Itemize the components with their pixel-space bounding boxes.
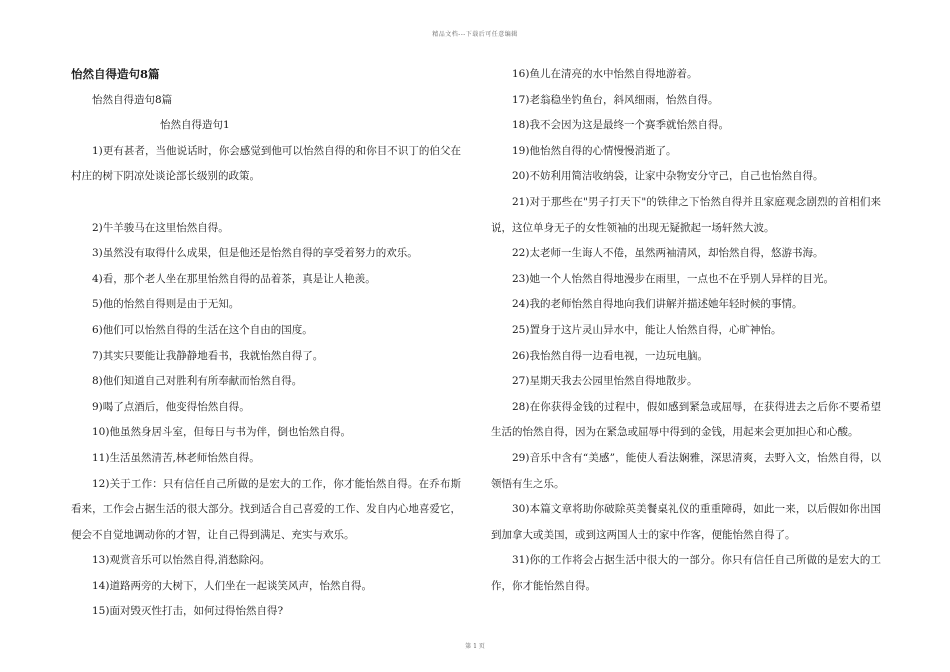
document-title: 怡然自得造句8篇 — [71, 67, 160, 81]
document-subtitle: 怡然自得造句8篇 — [92, 93, 173, 106]
list-item: 11)生活虽然清苦,林老师怡然自得。 — [92, 451, 260, 464]
list-item: 23)她一个人怡然自得地漫步在雨里，一点也不在乎别人异样的目光。 — [512, 272, 834, 285]
list-item: 12)关于工作：只有信任自己所做的是宏大的工作，你才能怡然自得。在乔布斯看来，工作会占据生活的很大部分。找到适合自己喜爱的工作、发自内心地喜爱它，便会不自觉地调动你的才智，让自己得到满足、充实与欢乐。 — [71, 477, 461, 541]
list-item: 13)观赏音乐可以怡然自得,消愁除闷。 — [92, 554, 271, 567]
list-item: 1)更有甚者，当他说话时，你会感觉到他可以怡然自得的和你目不识丁的伯父在村庄的树下阴凉处谈论部长级别的政策。 — [71, 144, 461, 183]
list-item: 15)面对毁灭性打击，如何过得怡然自得? — [92, 605, 284, 618]
list-item: 4)看，那个老人坐在那里怡然自得的品着茶，真是让人艳羡。 — [92, 272, 376, 285]
list-item: 22)太老师一生诲人不倦，虽然两袖清风，却怡然自得，悠游书海。 — [512, 247, 824, 260]
list-item: 21)对于那些在"男子打天下"的铁律之下怡然自得并且家庭观念剧烈的首相们来说，这位单身无子的女性领袖的出现无疑掀起一场轩然大波。 — [491, 195, 881, 234]
list-item: 3)虽然没有取得什么成果，但是他还是怡然自得的享受着努力的欢乐。 — [92, 247, 418, 260]
list-item: 27)星期天我去公园里怡然自得地散步。 — [512, 375, 698, 388]
list-item: 24)我的老师怡然自得地向我们讲解并描述她年轻时候的事情。 — [512, 298, 803, 311]
list-item: 17)老翁稳坐钓鱼台，斜风细雨，怡然自得。 — [512, 93, 719, 106]
list-item: 2)牛羊骏马在这里怡然自得。 — [92, 221, 229, 234]
list-item: 14)道路两旁的大树下，人们坐在一起谈笑风声，怡然自得。 — [92, 579, 372, 592]
section-heading: 怡然自得造句1 — [160, 119, 230, 132]
list-item: 31)你的工作将会占据生活中很大的一部分。你只有信任自己所做的是宏大的工作，你才能怡然自得。 — [491, 554, 881, 592]
list-item: 19)他怡然自得的心情慢慢消逝了。 — [512, 144, 677, 157]
list-item: 8)他们知道自己对胜利有所奉献而怡然自得。 — [92, 375, 303, 388]
page-footer: 第 1 页 — [465, 643, 485, 650]
page-header: 精品文档---下载后可任意编辑 — [432, 31, 518, 38]
list-item: 29)音乐中含有“美感”，能使人看法娴雅，深思清爽，去野入文，怡然自得，以领悟有生之乐。 — [491, 451, 881, 490]
list-item: 9)喝了点酒后，他变得怡然自得。 — [92, 400, 250, 413]
right-column — [491, 62, 881, 599]
list-item: 10)他虽然身居斗室，但每日与书为伴，倒也怡然自得。 — [92, 426, 351, 439]
list-item: 5)他的怡然自得则是由于无知。 — [92, 298, 240, 311]
left-column — [71, 62, 461, 625]
list-item: 20)不妨利用简洁收纳袋，让家中杂物安分守己，自己也怡然自得。 — [512, 170, 824, 183]
list-item: 30)本篇文章将助你破除英美餐桌礼仪的重重障碍，如此一来，以后假如你出国到加拿大或美国，或到这两国人士的家中作客，便能怡然自得了。 — [491, 503, 881, 541]
list-item: 28)在你获得金钱的过程中，假如感到紧急或屈辱，在获得进去之后你不要希望生活的怡然自得，因为在紧急或屈辱中得到的金钱，用起来会更加担心和心酸。 — [491, 400, 881, 439]
list-item: 6)他们可以怡然自得的生活在这个自由的国度。 — [92, 323, 313, 336]
list-item: 25)置身于这片灵山异水中，能让人怡然自得，心旷神怡。 — [512, 323, 782, 336]
list-item: 18)我不会因为这是最终一个赛季就怡然自得。 — [512, 119, 729, 132]
list-item: 26)我怡然自得一边看电视，一边玩电脑。 — [512, 349, 708, 362]
list-item: 7)其实只要能让我静静地看书，我就怡然自得了。 — [92, 349, 324, 362]
blank-line — [71, 190, 461, 216]
list-item: 16)鱼儿在清亮的水中怡然自得地游着。 — [512, 68, 698, 80]
